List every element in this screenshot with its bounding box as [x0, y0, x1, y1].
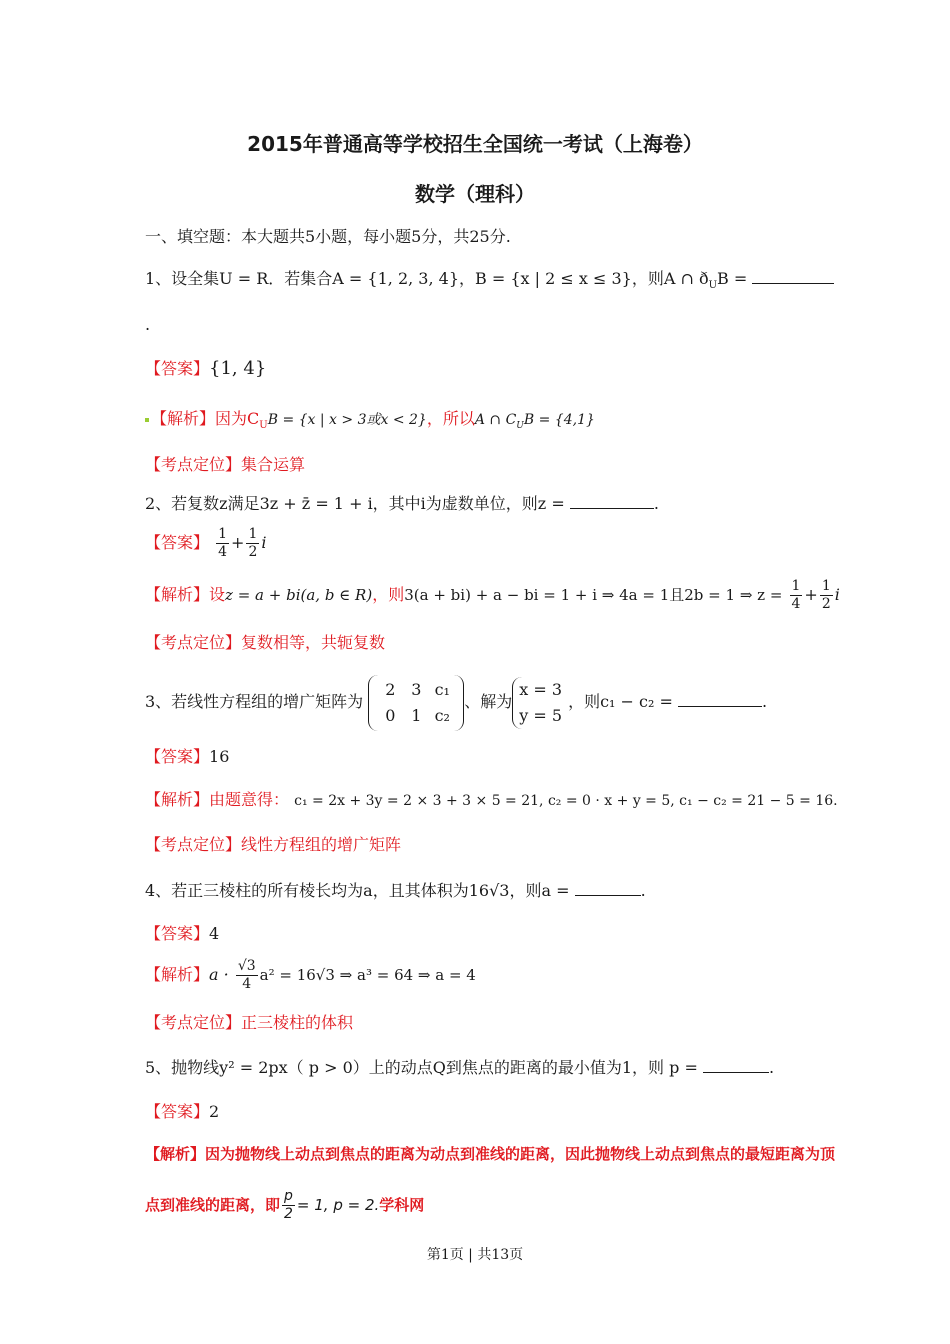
analysis-2: 【解析】设z = a + bi(a, b ∈ R)，则3(a + bi) + a − bi = 1 + i ⇒ 4a = 1且2b = 1 ⇒ z = $\frac{1}{4}$ + $\frac{1}{2}$ i [145, 578, 840, 612]
answer-3: 【答案】16 [145, 747, 230, 766]
question-3: 3、若线性方程组的增广矩阵为 2 3 c₁ 0 1 c₂ 、解为 x = 3 y = 5 ，则c₁ − c₂ = . [145, 672, 767, 732]
answer-1: 【答案】{1, 4} [145, 358, 267, 379]
marker-icon [145, 418, 149, 422]
answer-blank [575, 881, 641, 896]
answer-blank [570, 494, 654, 509]
point-3: 【考点定位】线性方程组的增广矩阵 [145, 835, 402, 854]
question-1: 1、设全集U = R．若集合A = {1, 2, 3, 4}，B = {x | 2 ≤ x ≤ 3}，则A ∩ $ð_UB$ = [145, 268, 834, 297]
answer-blank [703, 1058, 769, 1073]
question-2: 2、若复数z满足3z + z̄ = 1 + i，其中i为虚数单位，则z = . [145, 494, 659, 513]
answer-4: 【答案】4 [145, 924, 220, 943]
question-4: 4、若正三棱柱的所有棱长均为a，且其体积为16√3，则a = . [145, 881, 646, 900]
answer-2: 【答案】 $\frac{1}{4}$ + $\frac{1}{2}$ i [145, 526, 267, 560]
point-1: 【考点定位】集合运算 [145, 455, 306, 474]
analysis-3: 【解析】由题意得： c₁ = 2x + 3y = 2 × 3 + 3 × 5 = 21, c₂ = 0 · x + y = 5, c₁ − c₂ = 21 − 5 = 16. [145, 790, 838, 809]
point-2: 【考点定位】复数相等，共轭复数 [145, 633, 386, 652]
page-footer: 第1页 | 共13页 [426, 1247, 524, 1263]
answer-blank [678, 692, 762, 707]
analysis-5-line1: 【解析】因为抛物线上动点到焦点的距离为动点到准线的距离，因此抛物线上动点到焦点的最短距离为顶 [145, 1145, 836, 1163]
page-title: 2015年普通高等学校招生全国统一考试（上海卷） [247, 132, 703, 156]
question-1-dot: . [145, 315, 151, 334]
question-5: 5、抛物线y² = 2px（ p > 0）上的动点Q到焦点的距离的最小值为1，则 p = . [145, 1058, 775, 1077]
page-subtitle: 数学（理科） [415, 182, 535, 206]
answer-5: 【答案】2 [145, 1102, 220, 1121]
point-4: 【考点定位】正三棱柱的体积 [145, 1013, 354, 1032]
augmented-matrix: 2 3 c₁ 0 1 c₂ [368, 675, 464, 731]
equation-system: x = 3 y = 5 [512, 677, 568, 729]
section-heading: 一、填空题：本大题共5小题，每小题5分，共25分. [145, 227, 511, 246]
analysis-1: 【解析】因为$C_UB = \{x$ | x > 3或x < 2}，所以A ∩ $C_UB = \{4,1\}$ [145, 408, 595, 437]
answer-blank [752, 269, 834, 284]
analysis-4: 【解析】a · $\frac{√3}{4}$ a² = 16√3 ⇒ a³ = 64 ⇒ a = 4 [145, 958, 476, 992]
analysis-5-line2: 点到准线的距离，即 $\frac{p}{2}$ = 1, p = 2.学科网 [145, 1188, 425, 1222]
